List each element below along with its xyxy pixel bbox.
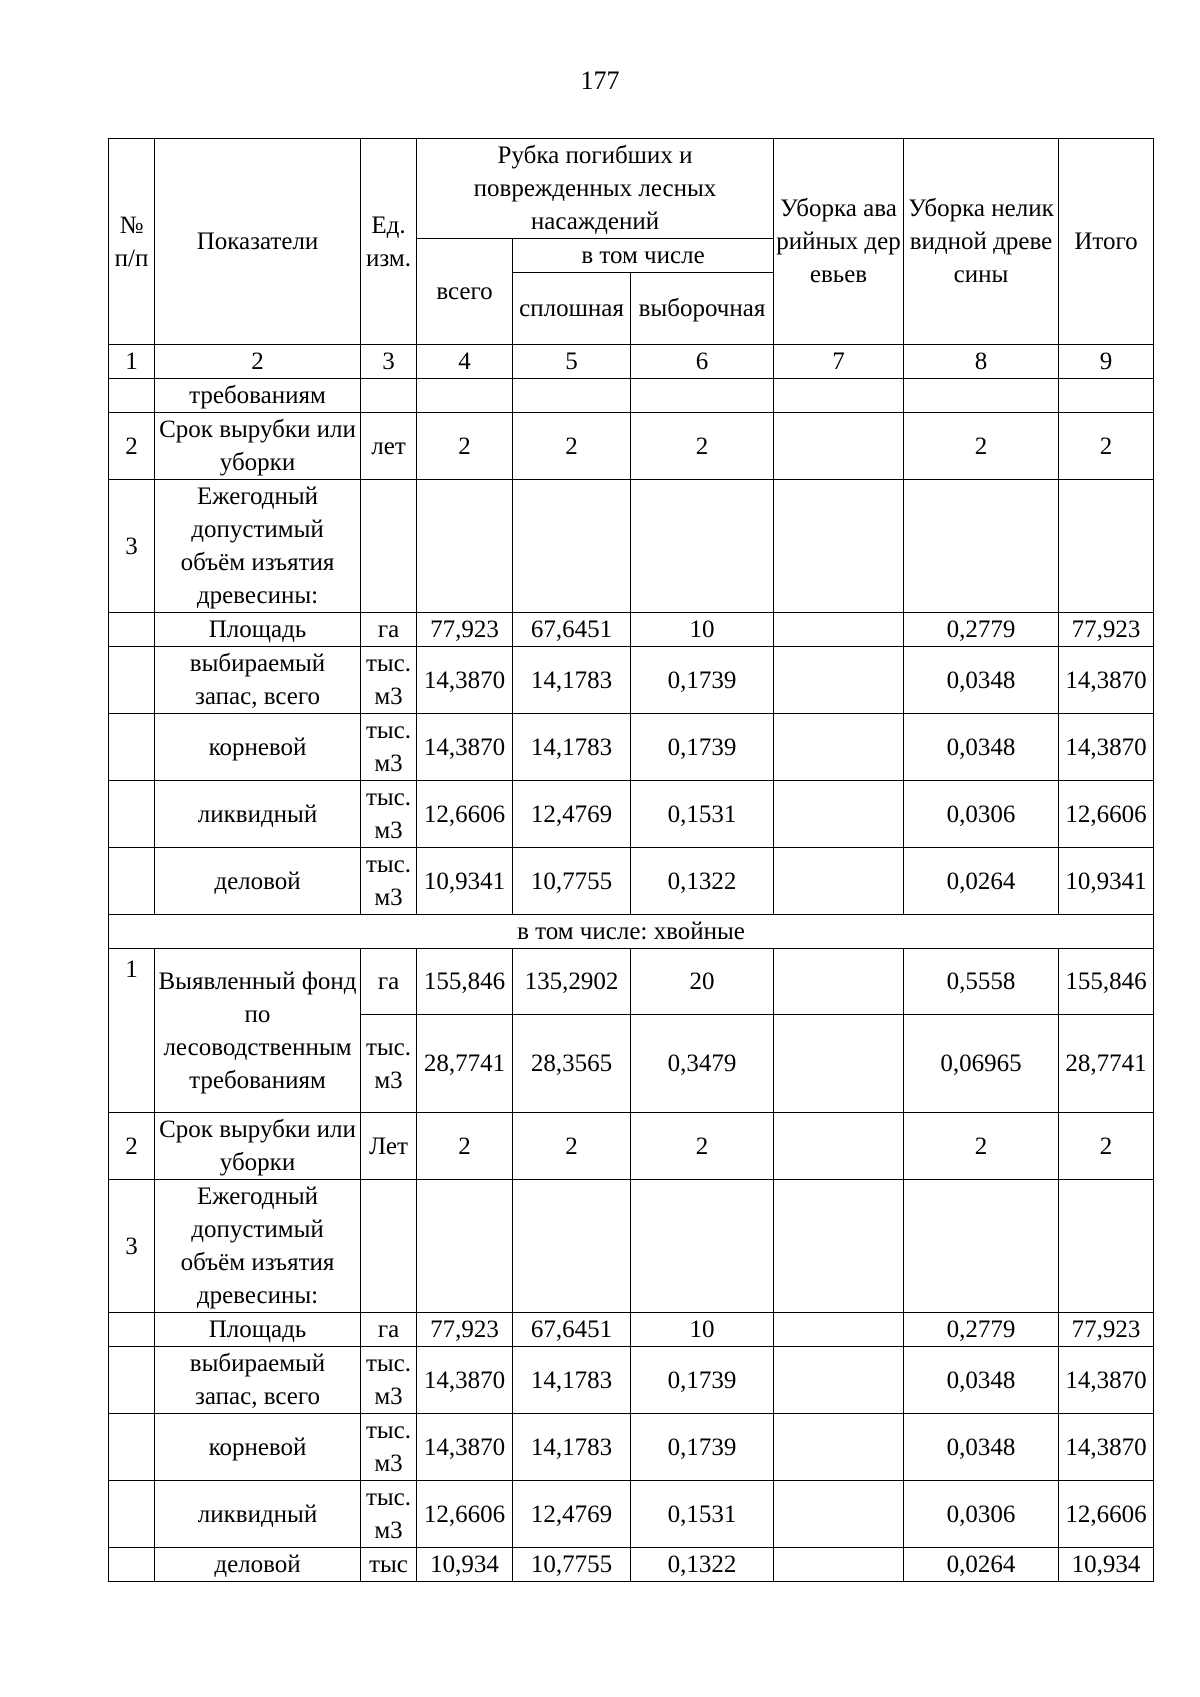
cell-value: 12,6606 bbox=[417, 1481, 513, 1548]
cell-unit bbox=[361, 1180, 417, 1313]
cell-name: Площадь bbox=[155, 613, 361, 647]
col-number: 8 bbox=[904, 345, 1059, 379]
table-row bbox=[109, 1481, 1154, 1548]
cell-value: 0,0348 bbox=[904, 714, 1059, 781]
cell-num bbox=[109, 1481, 155, 1548]
cell-value: 28,3565 bbox=[513, 1015, 631, 1113]
cell-value: 0,0306 bbox=[904, 1481, 1059, 1548]
cell-value: 12,6606 bbox=[417, 781, 513, 848]
cell-value: 67,6451 bbox=[513, 613, 631, 647]
cell-value: 0,1739 bbox=[631, 1347, 774, 1414]
cell-value bbox=[1059, 379, 1154, 413]
cell-value: 14,1783 bbox=[513, 1347, 631, 1414]
col-number: 5 bbox=[513, 345, 631, 379]
cell-value bbox=[417, 1180, 513, 1313]
cell-value bbox=[417, 379, 513, 413]
cell-unit: лет bbox=[361, 413, 417, 480]
cell-unit: тыс. м3 bbox=[361, 1347, 417, 1414]
table-row bbox=[109, 1313, 1154, 1347]
cell-value: 2 bbox=[417, 413, 513, 480]
cell-unit bbox=[361, 379, 417, 413]
cell-unit: тыс. м3 bbox=[361, 781, 417, 848]
cell-value: 10,7755 bbox=[513, 1548, 631, 1582]
cell-value: 0,0348 bbox=[904, 1414, 1059, 1481]
cell-value: 0,1322 bbox=[631, 1548, 774, 1582]
cell-value: 0,0348 bbox=[904, 1347, 1059, 1414]
cell-num bbox=[109, 613, 155, 647]
cell-value bbox=[631, 480, 774, 613]
cell-value: 0,0264 bbox=[904, 1548, 1059, 1582]
cell-value: 0,2779 bbox=[904, 1313, 1059, 1347]
cell-unit bbox=[361, 480, 417, 613]
cell-value: 0,0264 bbox=[904, 848, 1059, 915]
cell-num: 2 bbox=[109, 413, 155, 480]
col-number: 3 bbox=[361, 345, 417, 379]
cell-value: 14,3870 bbox=[1059, 647, 1154, 714]
table-row bbox=[109, 647, 1154, 714]
cell-num: 2 bbox=[109, 1113, 155, 1180]
header-indicators: Показатели bbox=[155, 139, 361, 345]
table-row bbox=[109, 848, 1154, 915]
cell-value bbox=[774, 1113, 904, 1180]
cell-value: 2 bbox=[904, 1113, 1059, 1180]
cell-value bbox=[904, 480, 1059, 613]
cell-name: выбираемый запас, всего bbox=[155, 1347, 361, 1414]
cell-unit: га bbox=[361, 1313, 417, 1347]
cell-value: 0,1531 bbox=[631, 1481, 774, 1548]
section-title: в том числе: хвойные bbox=[109, 915, 1154, 949]
header-illiquid: Уборка неликвидной древесины bbox=[904, 139, 1059, 345]
cell-name: корневой bbox=[155, 1414, 361, 1481]
cell-name: Срок вырубки или уборки bbox=[155, 413, 361, 480]
header-total: всего bbox=[417, 239, 513, 345]
cell-value: 12,6606 bbox=[1059, 781, 1154, 848]
header-row-1 bbox=[109, 139, 1154, 239]
cell-value bbox=[774, 379, 904, 413]
header-itogo: Итого bbox=[1059, 139, 1154, 345]
cell-value: 2 bbox=[1059, 413, 1154, 480]
table-row bbox=[109, 1414, 1154, 1481]
col-number: 2 bbox=[155, 345, 361, 379]
table-row bbox=[109, 1113, 1154, 1180]
cell-value bbox=[774, 714, 904, 781]
cell-unit: тыс. м3 bbox=[361, 714, 417, 781]
col-number: 1 bbox=[109, 345, 155, 379]
col-number: 7 bbox=[774, 345, 904, 379]
cell-value: 0,1739 bbox=[631, 1414, 774, 1481]
cell-num: 3 bbox=[109, 480, 155, 613]
cell-value bbox=[904, 379, 1059, 413]
cell-value: 77,923 bbox=[417, 613, 513, 647]
table-row bbox=[109, 613, 1154, 647]
cell-num bbox=[109, 781, 155, 848]
cell-value: 155,846 bbox=[417, 949, 513, 1015]
cell-num bbox=[109, 1414, 155, 1481]
cell-name: выбираемый запас, всего bbox=[155, 647, 361, 714]
cell-unit: тыс bbox=[361, 1548, 417, 1582]
cell-value: 155,846 bbox=[1059, 949, 1154, 1015]
cell-value: 0,1531 bbox=[631, 781, 774, 848]
cell-value bbox=[774, 1414, 904, 1481]
cell-value bbox=[774, 480, 904, 613]
cell-value: 0,2779 bbox=[904, 613, 1059, 647]
cell-value bbox=[774, 1313, 904, 1347]
cell-value: 14,3870 bbox=[1059, 1414, 1154, 1481]
cell-value: 12,4769 bbox=[513, 781, 631, 848]
cell-value bbox=[774, 647, 904, 714]
cell-num: 3 bbox=[109, 1180, 155, 1313]
cell-name: Срок вырубки или уборки bbox=[155, 1113, 361, 1180]
header-felling-group: Рубка погибших и поврежденных лесных насаждений bbox=[417, 139, 774, 239]
cell-value: 10 bbox=[631, 613, 774, 647]
cell-value bbox=[1059, 480, 1154, 613]
cell-value bbox=[513, 1180, 631, 1313]
table-row bbox=[109, 781, 1154, 848]
section-title-row bbox=[109, 915, 1154, 949]
cell-value bbox=[774, 1015, 904, 1113]
cell-value: 10,7755 bbox=[513, 848, 631, 915]
cell-unit: тыс. м3 bbox=[361, 848, 417, 915]
cell-value: 12,6606 bbox=[1059, 1481, 1154, 1548]
cell-num bbox=[109, 1548, 155, 1582]
cell-value bbox=[774, 949, 904, 1015]
cell-name: деловой bbox=[155, 1548, 361, 1582]
table-row bbox=[109, 949, 1154, 1015]
table-row bbox=[109, 1347, 1154, 1414]
cell-value: 10 bbox=[631, 1313, 774, 1347]
cell-value bbox=[774, 1548, 904, 1582]
header-solid: сплошная bbox=[513, 273, 631, 345]
cell-value bbox=[774, 781, 904, 848]
cell-value: 0,1322 bbox=[631, 848, 774, 915]
cell-value: 2 bbox=[631, 1113, 774, 1180]
cell-num: 1 bbox=[109, 949, 155, 1113]
cell-value: 14,3870 bbox=[417, 1414, 513, 1481]
cell-value: 10,9341 bbox=[1059, 848, 1154, 915]
cell-value: 77,923 bbox=[1059, 613, 1154, 647]
cell-value: 77,923 bbox=[417, 1313, 513, 1347]
table-row bbox=[109, 379, 1154, 413]
cell-value: 135,2902 bbox=[513, 949, 631, 1015]
col-number: 9 bbox=[1059, 345, 1154, 379]
cell-value: 2 bbox=[904, 413, 1059, 480]
cell-unit: га bbox=[361, 613, 417, 647]
cell-value: 14,1783 bbox=[513, 647, 631, 714]
cell-value: 0,3479 bbox=[631, 1015, 774, 1113]
cell-value bbox=[774, 848, 904, 915]
table-row bbox=[109, 413, 1154, 480]
cell-value bbox=[774, 1180, 904, 1313]
header-emergency: Уборка аварийных деревьев bbox=[774, 139, 904, 345]
cell-num bbox=[109, 848, 155, 915]
cell-value: 14,3870 bbox=[1059, 1347, 1154, 1414]
cell-value bbox=[904, 1180, 1059, 1313]
cell-num bbox=[109, 714, 155, 781]
cell-value bbox=[631, 1180, 774, 1313]
cell-value: 28,7741 bbox=[1059, 1015, 1154, 1113]
cell-unit: тыс. м3 bbox=[361, 647, 417, 714]
cell-value bbox=[513, 379, 631, 413]
cell-name: ликвидный bbox=[155, 781, 361, 848]
header-in-that-number: в том числе bbox=[513, 239, 774, 273]
cell-value: 77,923 bbox=[1059, 1313, 1154, 1347]
table-row bbox=[109, 480, 1154, 613]
cell-value: 14,3870 bbox=[417, 714, 513, 781]
table-row bbox=[109, 1548, 1154, 1582]
col-number: 4 bbox=[417, 345, 513, 379]
cell-value: 20 bbox=[631, 949, 774, 1015]
cell-num bbox=[109, 1313, 155, 1347]
table-row bbox=[109, 714, 1154, 781]
cell-value bbox=[417, 480, 513, 613]
cell-value: 14,3870 bbox=[417, 647, 513, 714]
cell-value: 14,3870 bbox=[1059, 714, 1154, 781]
cell-value bbox=[774, 1347, 904, 1414]
cell-name: Ежегодный допустимый объём изъятия древесины: bbox=[155, 480, 361, 613]
cell-name: корневой bbox=[155, 714, 361, 781]
cell-value: 0,1739 bbox=[631, 714, 774, 781]
header-unit: Ед. изм. bbox=[361, 139, 417, 345]
cell-num bbox=[109, 379, 155, 413]
cell-value: 67,6451 bbox=[513, 1313, 631, 1347]
cell-value: 10,934 bbox=[1059, 1548, 1154, 1582]
cell-value: 12,4769 bbox=[513, 1481, 631, 1548]
cell-value bbox=[1059, 1180, 1154, 1313]
cell-num bbox=[109, 647, 155, 714]
cell-value bbox=[513, 480, 631, 613]
cell-unit: Лет bbox=[361, 1113, 417, 1180]
table-row bbox=[109, 1180, 1154, 1313]
cell-name: требованиям bbox=[155, 379, 361, 413]
cell-value: 10,934 bbox=[417, 1548, 513, 1582]
cell-value: 2 bbox=[631, 413, 774, 480]
cell-unit: тыс. м3 bbox=[361, 1414, 417, 1481]
cell-value: 0,0348 bbox=[904, 647, 1059, 714]
header-selective: выборочная bbox=[631, 273, 774, 345]
cell-value bbox=[631, 379, 774, 413]
cell-unit: тыс. м3 bbox=[361, 1015, 417, 1113]
cell-value: 14,3870 bbox=[417, 1347, 513, 1414]
cell-value: 0,5558 bbox=[904, 949, 1059, 1015]
cell-value: 0,06965 bbox=[904, 1015, 1059, 1113]
header-num: № п/п bbox=[109, 139, 155, 345]
cell-value bbox=[774, 413, 904, 480]
column-numbers-row bbox=[109, 345, 1154, 379]
col-number: 6 bbox=[631, 345, 774, 379]
cell-value: 2 bbox=[513, 413, 631, 480]
cell-name: деловой bbox=[155, 848, 361, 915]
cell-value: 10,9341 bbox=[417, 848, 513, 915]
cell-value: 2 bbox=[1059, 1113, 1154, 1180]
cell-name: Ежегодный допустимый объём изъятия древесины: bbox=[155, 1180, 361, 1313]
cell-num bbox=[109, 1347, 155, 1414]
cell-unit: га bbox=[361, 949, 417, 1015]
cell-value: 0,0306 bbox=[904, 781, 1059, 848]
cell-value: 2 bbox=[417, 1113, 513, 1180]
cell-value bbox=[774, 613, 904, 647]
cell-value: 28,7741 bbox=[417, 1015, 513, 1113]
cell-value: 14,1783 bbox=[513, 714, 631, 781]
cell-value: 2 bbox=[513, 1113, 631, 1180]
cell-name: ликвидный bbox=[155, 1481, 361, 1548]
cell-value: 14,1783 bbox=[513, 1414, 631, 1481]
cell-unit: тыс. м3 bbox=[361, 1481, 417, 1548]
cell-value: 0,1739 bbox=[631, 647, 774, 714]
cell-name: Выявленный фонд по лесоводственным требованиям bbox=[155, 949, 361, 1113]
page-number: 177 bbox=[580, 66, 620, 95]
cell-value bbox=[774, 1481, 904, 1548]
forestry-table bbox=[108, 138, 1154, 1582]
cell-name: Площадь bbox=[155, 1313, 361, 1347]
